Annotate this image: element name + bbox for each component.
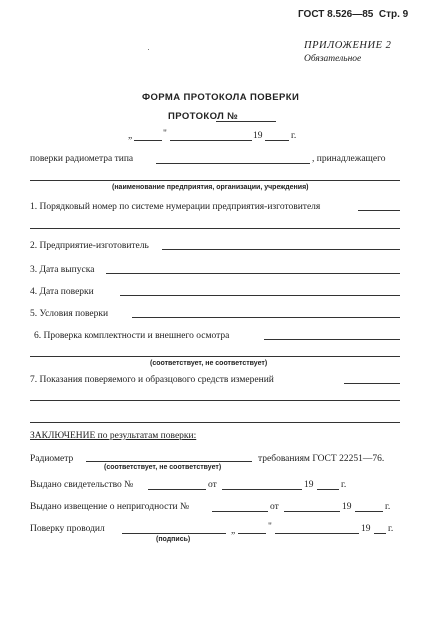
item-5-line	[132, 317, 400, 318]
item-4: 4. Дата поверки	[30, 287, 94, 297]
item-6-line-2	[30, 356, 400, 357]
intro-text-2: , принадлежащего	[312, 154, 386, 164]
owner-line	[30, 180, 400, 181]
sign-date-close-quote: "	[268, 522, 272, 532]
certificate-date-line	[222, 489, 302, 490]
item-6: 6. Проверка комплектности и внешнего осмотра	[34, 331, 230, 341]
notice-from: от	[270, 502, 279, 512]
date-year-prefix: 19	[253, 131, 263, 141]
signature-line	[122, 533, 226, 534]
sign-date-month-line	[275, 533, 359, 534]
radiometer-label: Радиометр	[30, 454, 74, 464]
appendix-title: ПРИЛОЖЕНИЕ 2	[304, 40, 392, 51]
intro-text: поверки радиометра типа	[30, 154, 134, 164]
item-1: 1. Порядковый номер по системе нумерации предприятия-изготовителя	[30, 202, 321, 212]
certificate-label: Выдано свидетельство №	[30, 480, 134, 490]
sign-date-open-quote: „	[231, 526, 236, 536]
sign-year-prefix: 19	[361, 524, 371, 534]
notice-label: Выдано извещение о непригодности №	[30, 502, 190, 512]
radiometer-line	[86, 461, 252, 462]
notice-date-line	[284, 511, 340, 512]
item-3-line	[106, 273, 400, 274]
item-6-line	[264, 339, 400, 340]
gost-reference: ГОСТ 8.526—85 Стр. 9	[298, 9, 409, 20]
form-title: ФОРМА ПРОТОКОЛА ПОВЕРКИ	[142, 92, 300, 103]
item-7-line-2	[30, 400, 400, 401]
certificate-from: от	[208, 480, 217, 490]
protocol-number-line	[216, 121, 276, 122]
item-1-line	[358, 210, 400, 211]
item-7: 7. Показания поверяемого и образцового средств измерений	[30, 375, 274, 385]
date-month-line	[170, 140, 252, 141]
item-7-line-3	[30, 422, 400, 423]
signature-caption: (подпись)	[156, 536, 191, 543]
certificate-year-suffix: г.	[341, 480, 347, 490]
date-close-quote: "	[163, 129, 167, 139]
notice-year-prefix: 19	[342, 502, 352, 512]
sign-year-line	[374, 533, 386, 534]
requirement-text: требованиям ГОСТ 22251—76.	[258, 454, 385, 464]
item-6-caption: (соответствует, не соответствует)	[150, 360, 268, 367]
notice-number-line	[212, 511, 268, 512]
notice-year-line	[355, 511, 383, 512]
item-3: 3. Дата выпуска	[30, 265, 95, 275]
protocol-label: ПРОТОКОЛ №	[168, 111, 239, 122]
item-7-line	[344, 383, 400, 384]
date-year-line	[265, 140, 289, 141]
certificate-year-prefix: 19	[304, 480, 314, 490]
date-day-line	[134, 140, 162, 141]
item-2-line	[162, 249, 400, 250]
radiometer-type-line	[156, 163, 310, 164]
conclusion-heading: ЗАКЛЮЧЕНИЕ по результатам поверки:	[30, 431, 197, 441]
owner-caption: (наименование предприятия, организации, учреждения)	[112, 184, 309, 191]
notice-year-suffix: г.	[385, 502, 391, 512]
item-2: 2. Предприятие-изготовитель	[30, 241, 149, 251]
speck	[148, 49, 149, 50]
certificate-number-line	[148, 489, 206, 490]
certificate-year-line	[317, 489, 339, 490]
appendix-status: Обязательное	[304, 54, 362, 64]
radiometer-caption: (соответствует, не соответствует)	[104, 464, 222, 471]
date-open-quote: „	[128, 131, 133, 141]
item-4-line	[120, 295, 400, 296]
sign-year-suffix: г.	[388, 524, 394, 534]
item-5: 5. Условия поверки	[30, 309, 109, 319]
sign-date-day-line	[238, 533, 266, 534]
performed-by-label: Поверку проводил	[30, 524, 105, 534]
item-1-line-2	[30, 228, 400, 229]
date-year-suffix: г.	[291, 131, 297, 141]
